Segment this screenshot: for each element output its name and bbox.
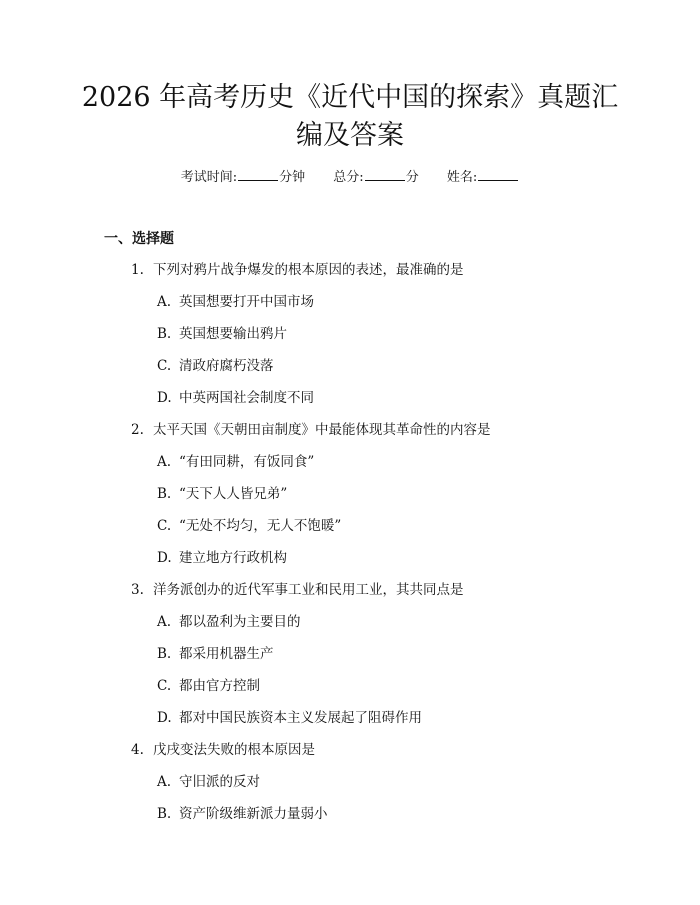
option-letter: B.	[157, 806, 172, 822]
option-text: 都以盈利为主要目的	[179, 614, 301, 630]
question-text: 下列对鸦片战争爆发的根本原因的表述，最准确的是	[153, 262, 464, 278]
option-4b	[157, 804, 328, 824]
option-3c	[157, 676, 260, 696]
option-text: 都对中国民族资本主义发展起了阻碍作用	[179, 710, 422, 726]
option-text: 守旧派的反对	[179, 774, 260, 790]
option-text: “天下人人皆兄弟”	[179, 486, 288, 502]
question-text: 戊戌变法失败的根本原因是	[153, 742, 315, 758]
option-2a	[157, 452, 314, 472]
option-text: “有田同耕，有饭同食”	[179, 454, 315, 470]
option-text: 都由官方控制	[179, 678, 260, 694]
option-2d	[157, 548, 287, 568]
exam-time-blank	[238, 168, 278, 181]
option-text: 清政府腐朽没落	[179, 358, 274, 374]
question-number: 4.	[131, 742, 144, 758]
option-1d	[157, 388, 314, 408]
option-letter: B.	[157, 326, 172, 342]
option-2b	[157, 484, 287, 504]
question-2	[131, 420, 491, 440]
option-text: 建立地方行政机构	[179, 550, 287, 566]
exam-time-label: 考试时间:	[180, 170, 238, 185]
question-text: 洋务派创办的近代军事工业和民用工业，其共同点是	[153, 582, 464, 598]
exam-title-line-1: 2026 年高考历史《近代中国的探索》真题汇	[81, 82, 619, 113]
option-text: 资产阶级维新派力量弱小	[179, 806, 328, 822]
option-letter: B.	[157, 646, 172, 662]
option-text: “无处不均匀，无人不饱暖”	[179, 518, 342, 534]
option-letter: A.	[157, 774, 172, 790]
option-letter: C.	[157, 358, 172, 374]
option-letter: C.	[157, 678, 172, 694]
option-letter: A.	[157, 614, 172, 630]
option-1b	[157, 324, 287, 344]
option-letter: D.	[157, 550, 172, 566]
option-text: 英国想要输出鸦片	[179, 326, 287, 342]
question-1	[131, 260, 464, 280]
name-field	[447, 168, 519, 188]
question-number: 3.	[131, 582, 144, 598]
exam-time-unit: 分钟	[279, 170, 306, 185]
question-number: 1.	[131, 262, 144, 278]
option-letter: A.	[157, 454, 172, 470]
option-letter: B.	[157, 486, 172, 502]
option-text: 都采用机器生产	[179, 646, 274, 662]
exam-meta	[0, 168, 700, 188]
total-score-label: 总分:	[333, 170, 364, 185]
question-4	[131, 740, 315, 760]
name-blank	[478, 168, 518, 181]
option-letter: C.	[157, 518, 172, 534]
option-3b	[157, 644, 274, 664]
option-2c	[157, 516, 341, 536]
section-title: 一、选择题	[104, 231, 174, 247]
question-3	[131, 580, 464, 600]
option-letter: A.	[157, 294, 172, 310]
exam-title-line-2: 编及答案	[296, 120, 404, 151]
exam-time-field	[181, 168, 305, 188]
option-3a	[157, 612, 301, 632]
name-label: 姓名:	[446, 170, 478, 185]
option-1a	[157, 292, 314, 312]
option-text: 中英两国社会制度不同	[179, 390, 314, 406]
option-text: 英国想要打开中国市场	[179, 294, 314, 310]
option-letter: D.	[157, 710, 172, 726]
option-3d	[157, 708, 422, 728]
total-score-unit: 分	[405, 170, 419, 185]
question-number: 2.	[131, 422, 144, 438]
option-letter: D.	[157, 390, 172, 406]
option-1c	[157, 356, 274, 376]
total-score-field	[333, 168, 418, 188]
total-score-blank	[365, 168, 405, 181]
option-4a	[157, 772, 260, 792]
question-text: 太平天国《天朝田亩制度》中最能体现其革命性的内容是	[153, 422, 491, 438]
